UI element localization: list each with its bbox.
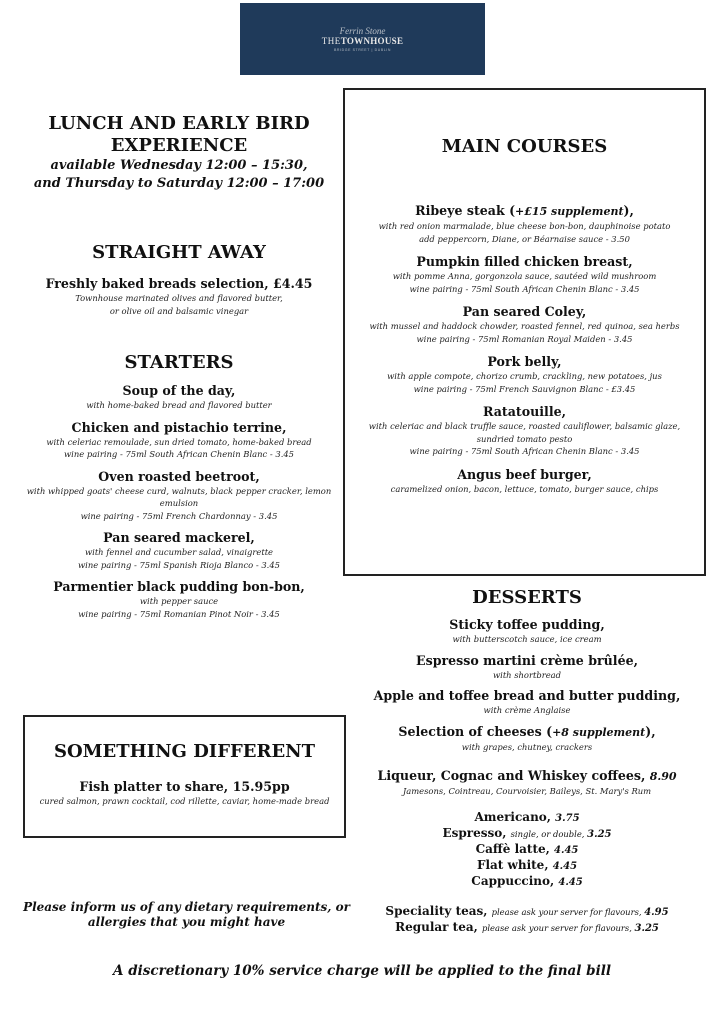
main-name: Pork belly, bbox=[487, 354, 562, 369]
service-charge-text: A discretionary 10% service charge will be applied to the final bill bbox=[113, 963, 611, 979]
fish-platter-item: Fish platter to share, 15.95pp bbox=[79, 779, 290, 794]
main-item bbox=[345, 202, 704, 245]
availability-line2: and Thursday to Saturday 12:00 – 17:00 bbox=[33, 176, 325, 191]
dietary-line1: Please inform us of any dietary requirements, or bbox=[23, 900, 350, 914]
coffee-item: Caffè latte, 4.45 bbox=[475, 841, 579, 856]
dessert-desc: with shortbread bbox=[492, 669, 562, 680]
main-desc: with apple compote, chorizo crumb, crackling, new potatoes, jus bbox=[387, 371, 662, 381]
main-desc: sundried tomato pesto bbox=[476, 433, 573, 444]
dessert-item bbox=[350, 723, 704, 754]
main-name: Pumpkin filled chicken breast, bbox=[416, 254, 633, 269]
straight-away-section bbox=[14, 242, 344, 317]
starter-wine: wine pairing - 75ml South African Chenin Blanc - 3.45 bbox=[63, 449, 295, 459]
dietary-line2: allergies that you might have bbox=[87, 915, 286, 929]
main-wine: wine pairing - 75ml South African Chenin Blanc - 3.45 bbox=[409, 283, 640, 294]
starters-section bbox=[14, 352, 344, 620]
main-name: Pan seared Coley, bbox=[462, 304, 587, 319]
main-item bbox=[345, 253, 704, 295]
tea-list bbox=[350, 904, 704, 936]
starter-wine: wine pairing - 75ml Romanian Pinot Noir - 3.45 bbox=[78, 608, 280, 619]
dessert-item bbox=[350, 652, 704, 682]
starter-name: Soup of the day, bbox=[122, 383, 236, 398]
dessert-desc: with butterscotch sauce, ice cream bbox=[452, 634, 602, 644]
main-desc: with celeriac and black truffle sauce, roasted cauliflower, balsamic glaze, bbox=[368, 421, 681, 431]
tea-item: Regular tea, please ask your server for flavours, 3.25 bbox=[395, 919, 659, 934]
main-courses-heading: MAIN COURSES bbox=[441, 136, 608, 157]
main-item bbox=[345, 466, 704, 496]
desserts-heading: DESSERTS bbox=[472, 587, 582, 608]
dietary-note bbox=[14, 900, 359, 930]
starter-wine: wine pairing - 75ml French Chardonnay - 3.45 bbox=[80, 510, 278, 521]
page-title-line1: LUNCH AND EARLY BIRD bbox=[48, 113, 310, 134]
starter-desc: with home-baked bread and flavored butter bbox=[86, 400, 272, 410]
main-name: Ribeye steak (+£15 supplement), bbox=[415, 203, 634, 218]
main-desc: with red onion marmalade, blue cheese bon-bon, dauphinoise potato bbox=[378, 221, 671, 231]
main-courses-box bbox=[343, 88, 706, 576]
starter-item bbox=[14, 382, 344, 412]
main-wine: wine pairing - 75ml South African Chenin Blanc - 3.45 bbox=[409, 446, 640, 456]
coffee-list bbox=[350, 810, 704, 890]
something-different-box bbox=[23, 715, 346, 838]
starter-item bbox=[14, 578, 344, 620]
starter-desc: with pepper sauce bbox=[139, 596, 219, 606]
dessert-name: Selection of cheeses (+8 supplement), bbox=[398, 723, 656, 739]
dessert-desc: with grapes, chutney, crackers bbox=[461, 741, 593, 752]
townhouse-logo bbox=[240, 3, 485, 75]
fish-platter-desc: cured salmon, prawn cocktail, cod rillette, caviar, home-made bread bbox=[39, 796, 330, 806]
dessert-name: Sticky toffee pudding, bbox=[449, 617, 605, 632]
logo-address: BRIDGE STREET | DUBLIN bbox=[333, 47, 392, 52]
dessert-name: Apple and toffee bread and butter pudding, bbox=[373, 688, 681, 703]
starter-item bbox=[14, 419, 344, 461]
main-desc: with mussel and haddock chowder, roasted fennel, red quinoa, sea herbs bbox=[369, 321, 680, 331]
straight-away-heading: STRAIGHT AWAY bbox=[92, 242, 266, 263]
coffee-item: Espresso, single, or double, 3.25 bbox=[442, 825, 612, 840]
coffee-item: Flat white, 4.45 bbox=[476, 857, 578, 872]
bread-desc-2: or olive oil and balsamic vinegar bbox=[109, 305, 249, 316]
something-different-heading: SOMETHING DIFFERENT bbox=[53, 741, 316, 762]
main-desc: caramelized onion, bacon, lettuce, tomato, burger sauce, chips bbox=[390, 483, 659, 494]
dessert-desc: Jamesons, Cointreau, Courvoisier, Baileys, St. Mary's Rum bbox=[402, 786, 652, 796]
main-item bbox=[345, 403, 704, 458]
main-name: Ratatouille, bbox=[482, 404, 566, 419]
dessert-desc: with crème Anglaise bbox=[483, 705, 571, 715]
page-title-line2: EXPERIENCE bbox=[110, 135, 248, 156]
bread-item: Freshly baked breads selection, £4.45 bbox=[45, 276, 313, 291]
main-item bbox=[345, 303, 704, 345]
tea-item: Speciality teas, please ask your server for flavours, 4.95 bbox=[385, 903, 669, 918]
dessert-item bbox=[350, 767, 704, 798]
starter-desc: with fennel and cucumber salad, vinaigrette bbox=[84, 547, 274, 557]
main-wine: wine pairing - 75ml French Sauvignon Blanc - £3.45 bbox=[413, 383, 636, 394]
dessert-name: Liqueur, Cognac and Whiskey coffees, 8.90 bbox=[377, 768, 677, 783]
main-sauce: add peppercorn, Diane, or Béarnaise sauce - 3.50 bbox=[419, 233, 630, 244]
lunch-intro bbox=[14, 113, 344, 193]
starter-item bbox=[14, 529, 344, 571]
main-name: Angus beef burger, bbox=[457, 466, 592, 482]
dessert-name: Espresso martini crème brûlée, bbox=[416, 652, 638, 668]
main-item bbox=[345, 353, 704, 395]
starter-desc: with celeriac remoulade, sun dried tomato, home-baked bread bbox=[46, 436, 312, 447]
starter-desc: emulsion bbox=[159, 498, 199, 508]
dessert-item bbox=[350, 616, 704, 646]
desserts-section bbox=[350, 587, 704, 936]
starter-desc: with whipped goats' cheese curd, walnuts, black pepper cracker, lemon bbox=[26, 485, 332, 496]
starter-name: Pan seared mackerel, bbox=[103, 530, 255, 545]
coffee-item: Cappuccino, 4.45 bbox=[471, 873, 583, 888]
logo-name: THETOWNHOUSE bbox=[321, 35, 404, 46]
main-wine: wine pairing - 75ml Romanian Royal Maiden - 3.45 bbox=[416, 333, 633, 344]
bread-desc-1: Townhouse marinated olives and flavored butter, bbox=[75, 293, 283, 303]
starter-name: Oven roasted beetroot, bbox=[98, 468, 260, 484]
starter-wine: wine pairing - 75ml Spanish Rioja Blanco - 3.45 bbox=[78, 559, 280, 570]
starters-heading: STARTERS bbox=[124, 352, 234, 373]
main-desc: with pomme Anna, gorgonzola sauce, sautéed wild mushroom bbox=[392, 271, 657, 281]
coffee-item: Americano, 3.75 bbox=[474, 809, 580, 824]
availability-line1: available Wednesday 12:00 – 15:30, bbox=[50, 158, 308, 173]
service-charge-note bbox=[0, 962, 724, 980]
dessert-item bbox=[350, 687, 704, 717]
starter-name: Parmentier black pudding bon-bon, bbox=[53, 579, 305, 594]
logo-script: Ferrin Stone bbox=[339, 25, 386, 36]
starter-name: Chicken and pistachio terrine, bbox=[71, 419, 287, 435]
starter-item bbox=[14, 468, 344, 523]
